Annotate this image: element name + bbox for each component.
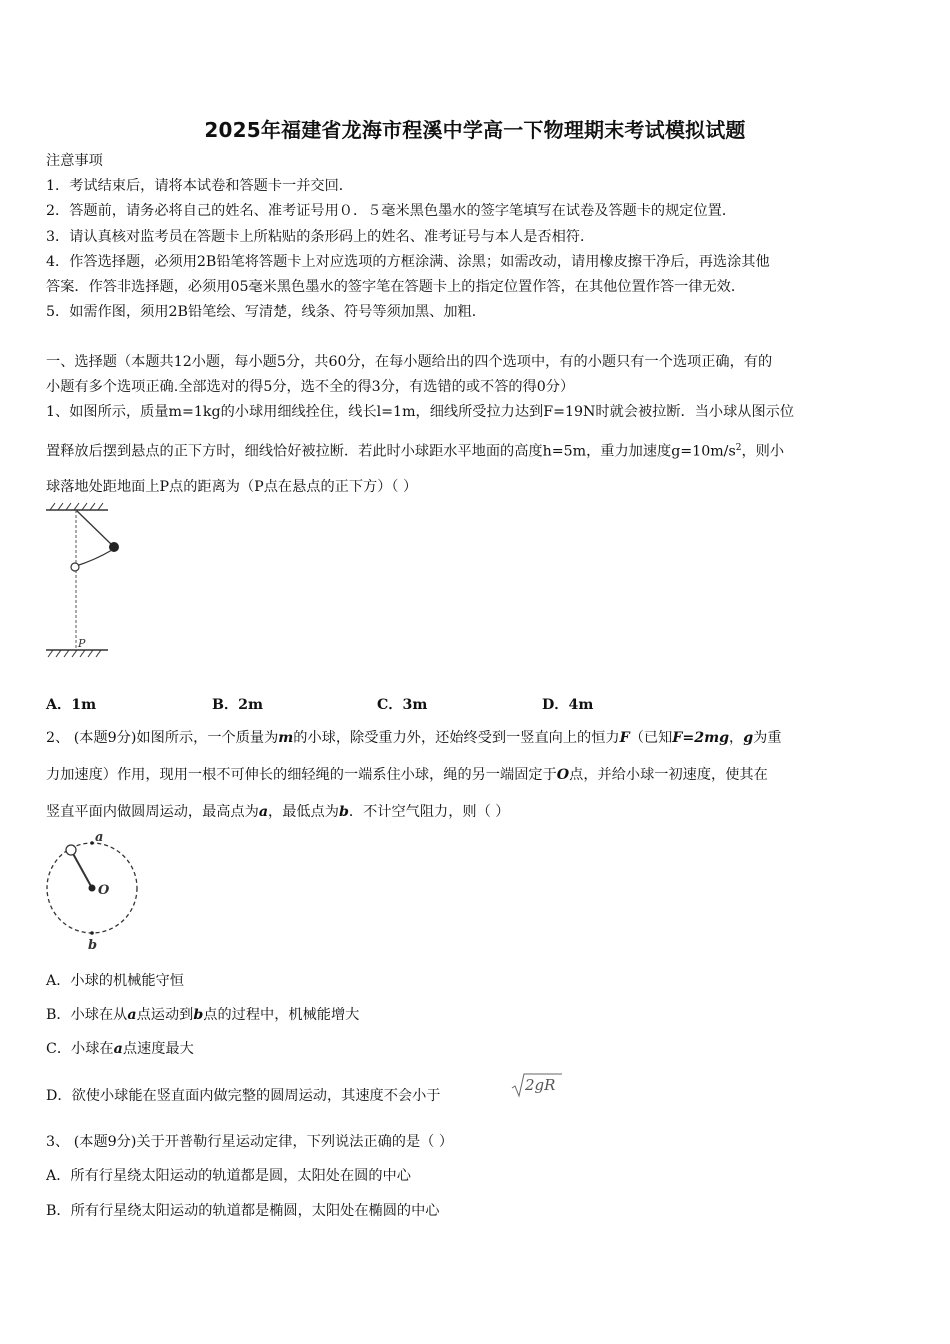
q2-f2: F=2mg [672,730,730,746]
q1-superscript: 2 [735,443,742,453]
q2-option-d: D．欲使小球能在竖直面内做完整的圆周运动，其速度不会小于 [46,1088,441,1104]
q2-ob-b: b [193,1007,204,1023]
q1-option-c: C．3m [377,697,428,713]
q2-ob-a: a [127,1007,137,1023]
q1-line-3: 球落地处距地面上P点的距离为（P点在悬点的正下方）（ ） [46,479,418,495]
q2-g: g [743,730,754,746]
q2-l2-pre: 力加速度）作用，现用一根不可伸长的细轻绳的一端系住小球，绳的另一端固定于 [46,767,557,783]
q1-line-2a: 置释放后摆到悬点的正下方时，细线恰好被拉断．若此时小球距水平地面的高度h=5m，重力加速度g=10m/s [46,443,736,460]
q2-l1-mid2: （已知 [629,730,673,746]
q1-option-d: D．4m [542,697,594,713]
note-line-4a: 4．作答选择题，必须用2B铅笔将答题卡上对应选项的方框涂满、涂黑；如需改动，请用橡皮擦干净后，再选涂其他 [46,254,770,270]
section-line-2: 小题有多个选项正确.全部选对的得5分，选不全的得3分，有选错的或不答的得0分） [46,379,575,395]
q2-b: b [338,804,349,820]
q2-oc-pre: C．小球在 [46,1041,114,1057]
pendulum-figure [40,500,120,665]
q3-stem: 3、 (本题9分)关于开普勒行星运动定律，下列说法正确的是（ ） [46,1134,454,1150]
q2-f: F [619,730,630,746]
q2-l1-mid: 的小球，除受重力外，还始终受到一竖直向上的恒力 [293,730,620,746]
q2-oc-a: a [113,1041,123,1057]
note-line-2: 2．答题前，请务必将自己的姓名、准考证号用０．５毫米黑色墨水的签字笔填写在试卷及答题卡的规定位置． [46,203,737,219]
q2-l3-pre: 竖直平面内做圆周运动，最高点为 [46,804,259,820]
q2-option-a: A．小球的机械能守恒 [46,973,184,989]
notes-heading: 注意事项 [46,153,103,169]
q1-line-2b: ，则小 [741,443,785,460]
q2-comma: ， [729,730,744,746]
section-line-1: 一、选择题（本题共12小题，每小题5分，共60分，在每小题给出的四个选项中，有的小题只有一个选项正确，有的 [46,354,773,370]
q2-l3-mid: ，最低点为 [268,804,339,820]
note-line-1: 1．考试结束后，请将本试卷和答题卡一并交回． [46,178,353,194]
q2-oc-end: 点速度最大 [122,1041,194,1057]
fig-label-a: a [95,830,104,845]
q2-ob-pre: B．小球在从 [46,1007,128,1023]
q2-line-2 [46,765,768,785]
page-title: 2025年福建省龙海市程溪中学高一下物理期末考试模拟试题 [204,118,746,142]
q2-option-c [46,1039,194,1059]
q2-l2-end: 点，并给小球一初速度，使其在 [569,767,768,783]
circle-figure [40,828,150,953]
q1-line-1: 1、如图所示，质量m=1kg的小球用细线拴住，线长l=1m，细线所受拉力达到F=19N时就会被拉断．当小球从图示位 [46,404,795,420]
q2-a: a [258,804,269,820]
q2-l3-end: ．不计空气阻力，则（ ） [348,804,510,820]
sqrt-content: 2gR [525,1076,556,1094]
q3-option-b: B．所有行星绕太阳运动的轨道都是椭圆，太阳处在椭圆的中心 [46,1203,440,1219]
q2-l1-end: 为重 [753,730,782,746]
q2-m: m [278,730,294,746]
q2-line-1 [46,728,782,748]
fig-label-b: b [88,938,98,953]
q2-o: O [556,767,570,783]
note-line-5: 5．如需作图，须用2B铅笔绘、写清楚，线条、符号等须加黑、加粗． [46,304,486,320]
q3-option-a: A．所有行星绕太阳运动的轨道都是圆，太阳处在圆的中心 [46,1168,411,1184]
q2-option-b [46,1005,359,1025]
q2-ob-end: 点的过程中，机械能增大 [203,1007,360,1023]
q2-line-3 [46,802,509,822]
q2-l1-pre: 2、 (本题9分)如图所示，一个质量为 [46,730,279,746]
q2-ob-mid: 点运动到 [136,1007,194,1023]
note-line-3: 3．请认真核对监考员在答题卡上所粘贴的条形码上的姓名、准考证号与本人是否相符． [46,229,595,245]
fig-label-o: O [98,883,110,898]
note-line-4b: 答案．作答非选择题，必须用05毫米黑色墨水的签字笔在答题卡上的指定位置作答，在其他位置作答一律无效． [46,279,746,295]
q1-option-b: B．2m [212,697,264,713]
point-p-label: P [78,637,86,650]
q1-option-a: A．1m [46,697,97,713]
sqrt-symbol [510,1072,565,1098]
q1-line-2 [46,438,784,462]
